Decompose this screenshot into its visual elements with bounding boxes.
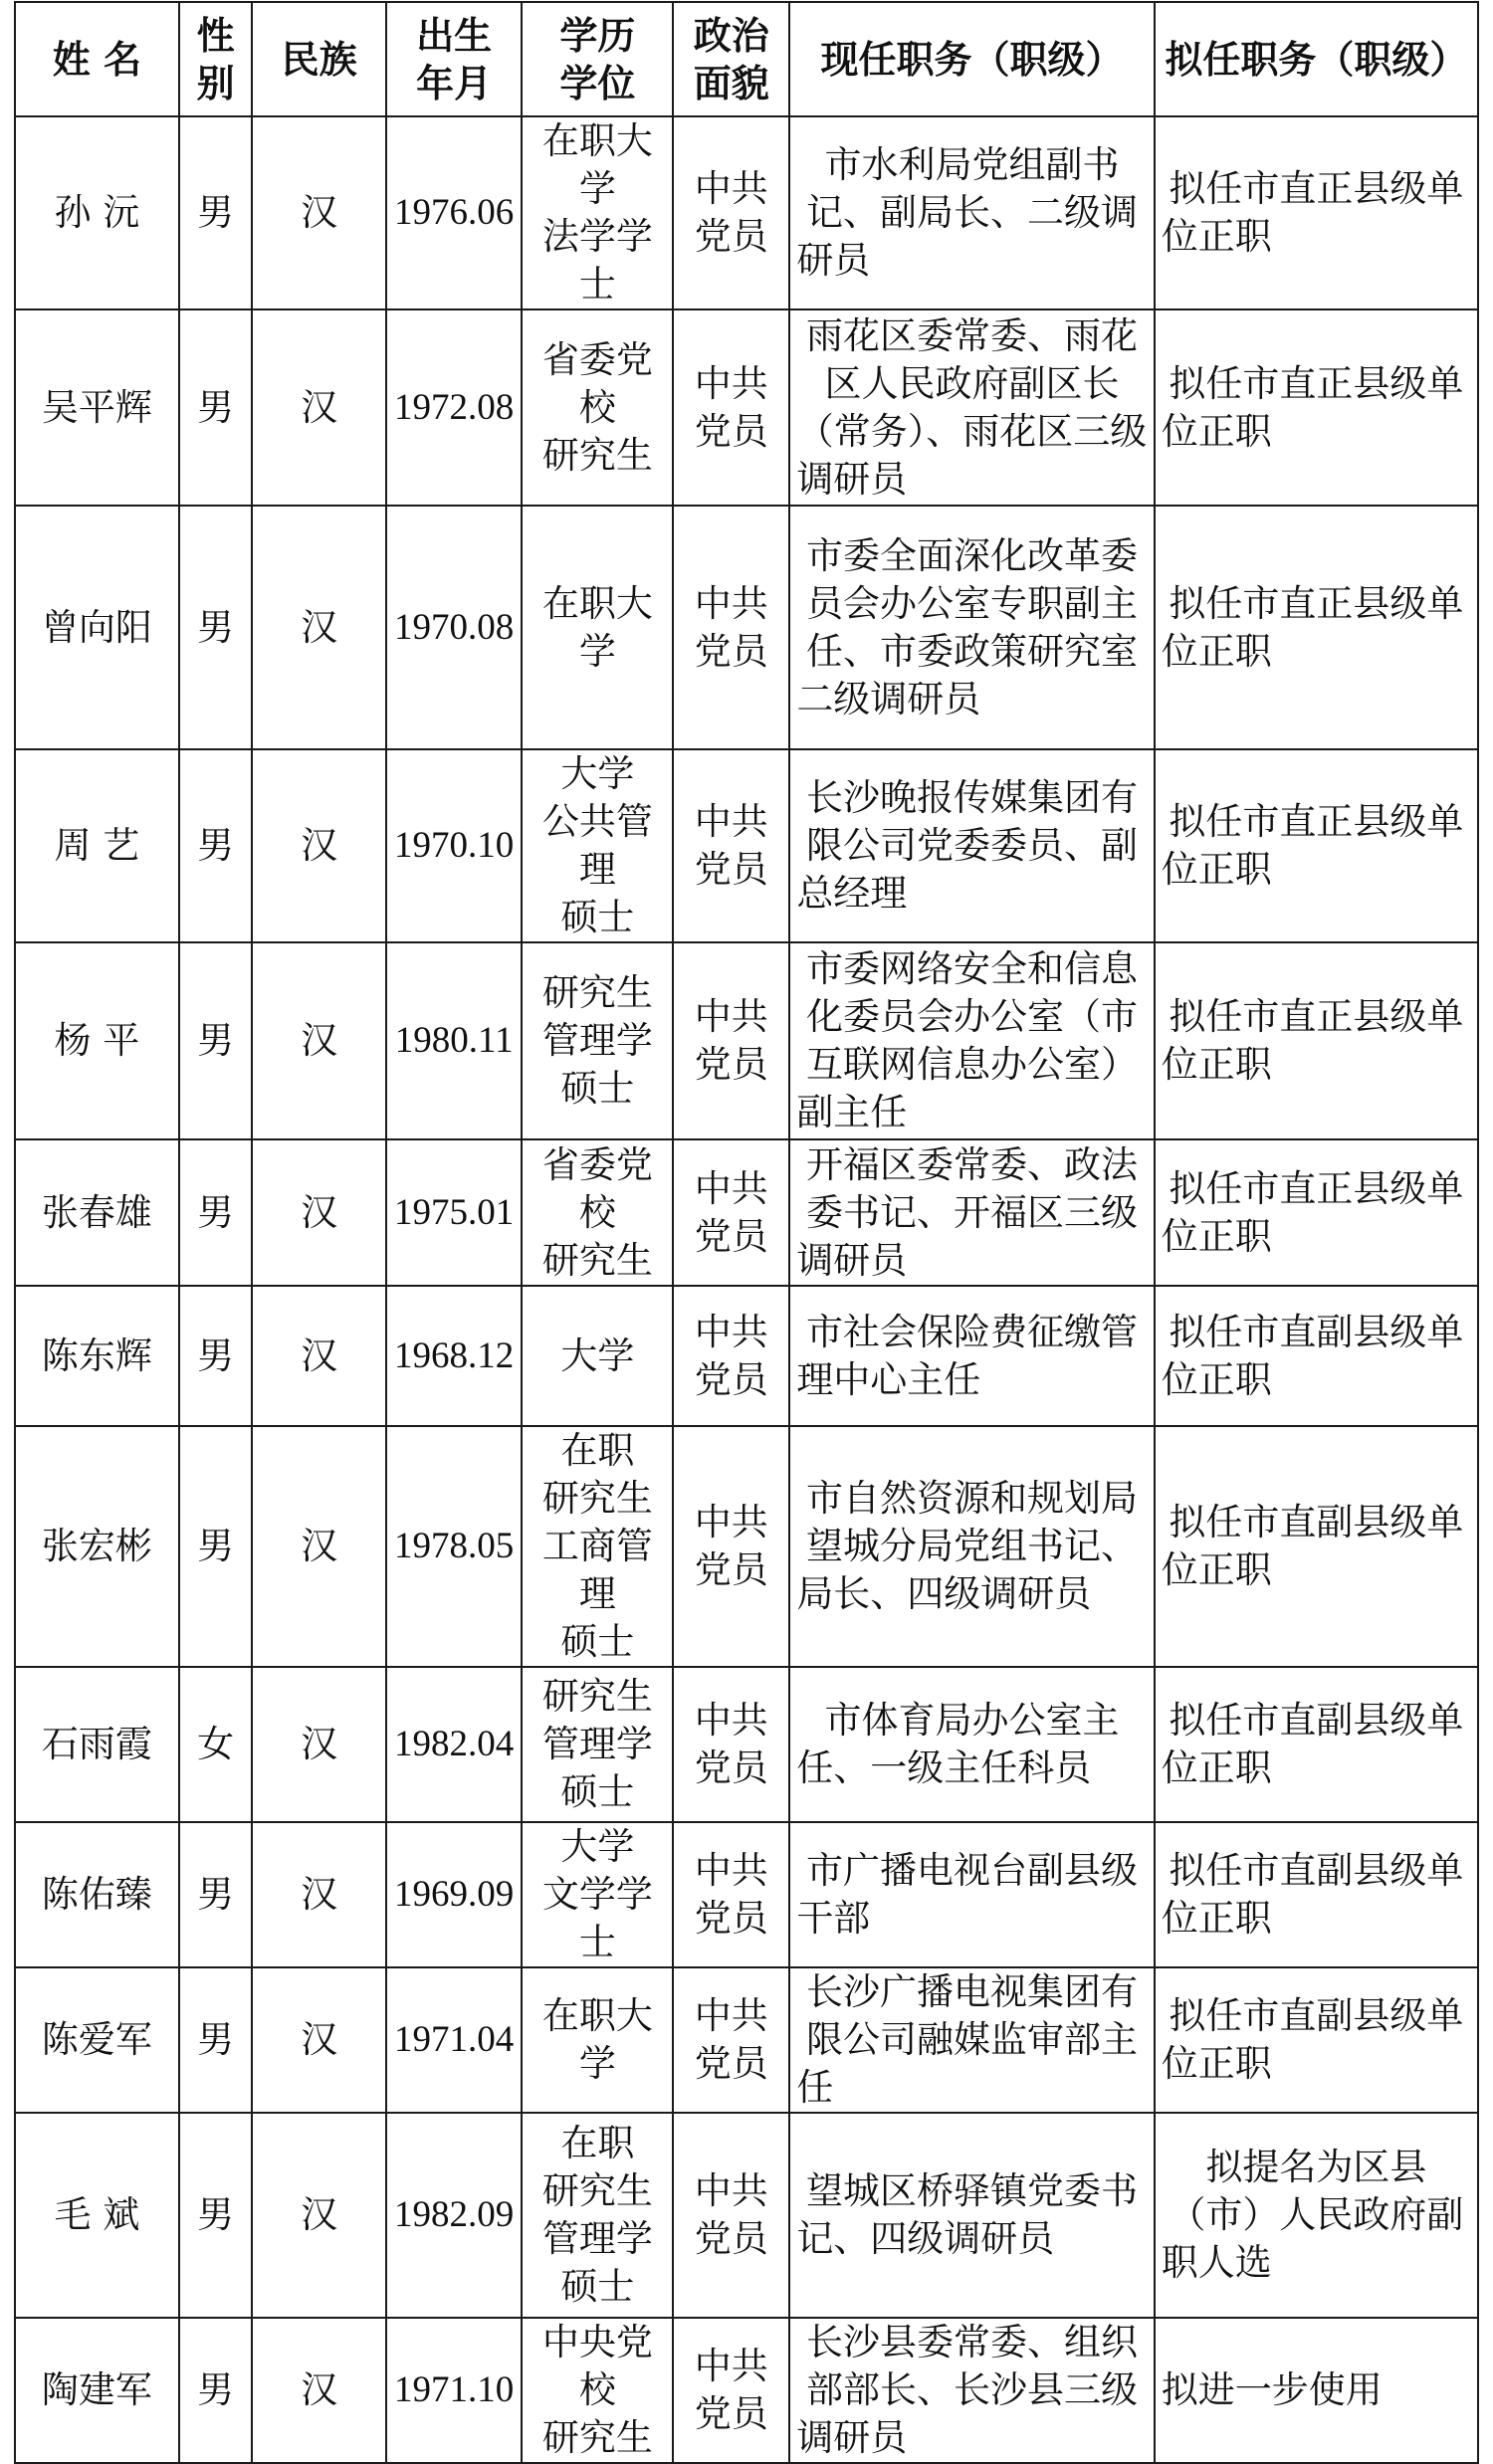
table-row (15, 2113, 1478, 2318)
cell-birth: 1970.08 (386, 506, 523, 749)
cell-proposed-position: 拟任市直正县级单位正职 (1155, 749, 1478, 942)
cell-current-position: 市自然资源和规划局望城分局党组书记、局长、四级调研员 (789, 1426, 1154, 1667)
cell-current-position: 市水利局党组副书记、副局长、二级调研员 (789, 116, 1154, 309)
cell-birth: 1982.04 (386, 1667, 523, 1822)
political-status-line: 党员 (694, 1897, 768, 1940)
political-status-line: 中共 (694, 1310, 768, 1353)
cell-current-position: 雨花区委常委、雨花区人民政府副区长（常务）、雨花区三级调研员 (789, 309, 1154, 506)
cell-political-status (673, 1139, 789, 1286)
cell-name: 吴平辉 (15, 309, 179, 506)
cell-gender: 男 (179, 506, 253, 749)
table-row (15, 309, 1478, 506)
table-row (15, 116, 1478, 309)
roster-table-wrapper (14, 1, 1479, 2464)
cell-ethnicity: 汉 (252, 1667, 385, 1822)
cell-birth: 1982.09 (386, 2113, 523, 2318)
cell-political-status (673, 309, 789, 506)
education-line: 在职大学 (541, 119, 653, 210)
cell-education (522, 506, 673, 749)
political-status-line: 党员 (694, 1357, 768, 1401)
cell-birth: 1969.09 (386, 1822, 523, 1967)
cell-current-position: 望城区桥驿镇党委书记、四级调研员 (789, 2113, 1154, 2318)
cell-education (522, 1667, 673, 1822)
education-line: 法学学士 (541, 215, 653, 306)
header-birth (386, 2, 523, 116)
cell-current-position: 开福区委常委、政法委书记、开福区三级调研员 (789, 1139, 1154, 1286)
cell-gender: 男 (179, 309, 253, 506)
cell-proposed-position: 拟任市直副县级单位正职 (1155, 1667, 1478, 1822)
political-status-line: 党员 (694, 848, 768, 891)
education-line: 硕士 (560, 1067, 635, 1110)
education-line: 研究生 (541, 1238, 653, 1282)
cell-proposed-position: 拟任市直正县级单位正职 (1155, 116, 1478, 309)
cell-birth: 1976.06 (386, 116, 523, 309)
cell-education (522, 1822, 673, 1967)
political-status-line: 中共 (694, 1849, 768, 1892)
header-party-line1: 政治 (693, 12, 769, 58)
cell-name: 周 艺 (15, 749, 179, 942)
cell-birth: 1975.01 (386, 1139, 523, 1286)
header-row (15, 2, 1478, 116)
cell-gender: 男 (179, 1822, 253, 1967)
cell-proposed-position: 拟任市直正县级单位正职 (1155, 309, 1478, 506)
header-name: 姓 名 (15, 2, 179, 116)
cell-political-status (673, 1426, 789, 1667)
table-row (15, 1139, 1478, 1286)
cell-education (522, 2113, 673, 2318)
cell-name: 陈东辉 (15, 1286, 179, 1426)
education-line: 管理学 (541, 1723, 653, 1765)
cell-gender: 男 (179, 116, 253, 309)
education-line: 公共管理 (541, 800, 653, 891)
political-status-line: 中共 (694, 1699, 768, 1742)
education-line: 大学 (560, 1334, 635, 1377)
cell-education (522, 1967, 673, 2113)
cell-ethnicity: 汉 (252, 1286, 385, 1426)
cell-political-status (673, 116, 789, 309)
political-status-line: 党员 (694, 1043, 768, 1086)
education-line: 研究生 (541, 1675, 653, 1718)
cell-education (522, 116, 673, 309)
cell-ethnicity: 汉 (252, 2113, 385, 2318)
cell-birth: 1978.05 (386, 1426, 523, 1667)
education-line: 文学学士 (541, 1873, 653, 1963)
education-line: 硕士 (560, 1770, 635, 1813)
header-political-status (673, 2, 789, 116)
cell-name: 张宏彬 (15, 1426, 179, 1667)
political-status-line: 党员 (694, 1548, 768, 1591)
political-status-line: 中共 (694, 2169, 768, 2212)
political-status-line: 党员 (694, 215, 768, 258)
education-line: 硕士 (560, 2265, 635, 2308)
political-status-line: 中共 (694, 1166, 768, 1210)
education-line: 研究生 (541, 433, 653, 477)
cell-birth: 1970.10 (386, 749, 523, 942)
education-line: 在职 (560, 2122, 635, 2164)
cadre-roster-table (14, 1, 1479, 2464)
cell-education (522, 1139, 673, 1286)
cell-ethnicity: 汉 (252, 1426, 385, 1667)
cell-name: 曾向阳 (15, 506, 179, 749)
cell-education (522, 1426, 673, 1667)
political-status-line: 党员 (694, 2392, 768, 2435)
cell-name: 孙 沅 (15, 116, 179, 309)
cell-name: 张春雄 (15, 1139, 179, 1286)
cell-education (522, 2318, 673, 2463)
table-row (15, 1667, 1478, 1822)
education-line: 在职大学 (541, 581, 653, 673)
cell-ethnicity: 汉 (252, 506, 385, 749)
header-current-position: 现任职务（职级） (789, 2, 1154, 116)
cell-birth: 1971.04 (386, 1967, 523, 2113)
education-line: 大学 (560, 752, 635, 795)
education-line: 工商管理 (541, 1525, 653, 1615)
education-line: 中央党校 (541, 2321, 653, 2411)
cell-name: 陶建军 (15, 2318, 179, 2463)
cell-proposed-position: 拟提名为区县（市）人民政府副职人选 (1155, 2113, 1478, 2318)
political-status-line: 党员 (694, 2217, 768, 2260)
cell-ethnicity: 汉 (252, 2318, 385, 2463)
cell-birth: 1972.08 (386, 309, 523, 506)
cell-ethnicity: 汉 (252, 749, 385, 942)
table-row (15, 749, 1478, 942)
cell-current-position: 长沙广播电视集团有限公司融媒监审部主任 (789, 1967, 1154, 2113)
cell-political-status (673, 1967, 789, 2113)
cell-name: 陈爱军 (15, 1967, 179, 2113)
cell-current-position: 市委全面深化改革委员会办公室专职副主任、市委政策研究室二级调研员 (789, 506, 1154, 749)
cell-current-position: 长沙县委常委、组织部部长、长沙县三级调研员 (789, 2318, 1154, 2463)
education-line: 管理学 (541, 2217, 653, 2260)
table-row (15, 1822, 1478, 1967)
cell-education (522, 309, 673, 506)
cell-ethnicity: 汉 (252, 1822, 385, 1967)
cell-ethnicity: 汉 (252, 1967, 385, 2113)
cell-gender: 女 (179, 1667, 253, 1822)
education-line: 研究生 (541, 1477, 653, 1520)
political-status-line: 党员 (694, 1214, 768, 1258)
table-row (15, 2318, 1478, 2463)
political-status-line: 党员 (694, 2042, 768, 2085)
education-line: 管理学 (541, 1019, 653, 1062)
header-education-line1: 学历 (559, 12, 636, 58)
cell-gender: 男 (179, 1426, 253, 1667)
education-line: 研究生 (541, 971, 653, 1014)
table-row (15, 506, 1478, 749)
cell-political-status (673, 1667, 789, 1822)
cell-proposed-position: 拟任市直正县级单位正职 (1155, 1139, 1478, 1286)
political-status-line: 党员 (694, 409, 768, 453)
cell-gender: 男 (179, 2113, 253, 2318)
cell-proposed-position: 拟任市直正县级单位正职 (1155, 506, 1478, 749)
cell-gender: 男 (179, 749, 253, 942)
cell-education (522, 749, 673, 942)
cell-political-status (673, 2113, 789, 2318)
education-line: 研究生 (541, 2169, 653, 2212)
cell-proposed-position: 拟任市直副县级单位正职 (1155, 1286, 1478, 1426)
cell-gender: 男 (179, 1967, 253, 2113)
cell-political-status (673, 1286, 789, 1426)
cell-ethnicity: 汉 (252, 116, 385, 309)
cell-education (522, 1286, 673, 1426)
cell-current-position: 市社会保险费征缴管理中心主任 (789, 1286, 1154, 1426)
header-party-line2: 面貌 (693, 60, 769, 105)
cell-name: 陈佑臻 (15, 1822, 179, 1967)
education-line: 硕士 (560, 1620, 635, 1663)
political-status-line: 中共 (694, 167, 768, 210)
cell-name: 石雨霞 (15, 1667, 179, 1822)
political-status-line: 中共 (694, 1501, 768, 1543)
political-status-line: 中共 (694, 800, 768, 843)
cell-current-position: 市体育局办公室主任、一级主任科员 (789, 1667, 1154, 1822)
education-line: 省委党校 (541, 337, 653, 429)
cell-proposed-position: 拟进一步使用 (1155, 2318, 1478, 2463)
cell-gender: 男 (179, 942, 253, 1139)
header-gender: 性别 (179, 2, 253, 116)
political-status-line: 中共 (694, 581, 768, 625)
education-line: 研究生 (541, 2416, 653, 2459)
education-line: 在职 (560, 1429, 635, 1472)
education-line: 在职大学 (541, 1994, 653, 2085)
cell-proposed-position: 拟任市直正县级单位正职 (1155, 942, 1478, 1139)
cell-political-status (673, 506, 789, 749)
cell-birth: 1980.11 (386, 942, 523, 1139)
cell-education (522, 942, 673, 1139)
table-row (15, 1967, 1478, 2113)
cell-gender: 男 (179, 1286, 253, 1426)
header-birth-line1: 出生 (416, 12, 493, 58)
cell-current-position: 市委网络安全和信息化委员会办公室（市互联网信息办公室）副主任 (789, 942, 1154, 1139)
political-status-line: 党员 (694, 1746, 768, 1789)
cell-political-status (673, 1822, 789, 1967)
education-line: 硕士 (560, 896, 635, 938)
cell-gender: 男 (179, 1139, 253, 1286)
cell-political-status (673, 942, 789, 1139)
header-proposed-position: 拟任职务（职级） (1155, 2, 1478, 116)
education-line: 省委党校 (541, 1142, 653, 1234)
political-status-line: 中共 (694, 995, 768, 1038)
education-line: 大学 (560, 1825, 635, 1868)
table-row (15, 1286, 1478, 1426)
cell-current-position: 市广播电视台副县级干部 (789, 1822, 1154, 1967)
cell-ethnicity: 汉 (252, 1139, 385, 1286)
header-education (522, 2, 673, 116)
cell-birth: 1971.10 (386, 2318, 523, 2463)
cell-proposed-position: 拟任市直副县级单位正职 (1155, 1426, 1478, 1667)
cell-political-status (673, 749, 789, 942)
header-birth-line2: 年月 (416, 60, 493, 105)
cell-ethnicity: 汉 (252, 942, 385, 1139)
table-row (15, 942, 1478, 1139)
political-status-line: 中共 (694, 1994, 768, 2037)
cell-gender: 男 (179, 2318, 253, 2463)
cell-ethnicity: 汉 (252, 309, 385, 506)
cell-current-position: 长沙晚报传媒集团有限公司党委委员、副总经理 (789, 749, 1154, 942)
roster-body (15, 116, 1478, 2463)
cell-proposed-position: 拟任市直副县级单位正职 (1155, 1967, 1478, 2113)
political-status-line: 中共 (694, 361, 768, 405)
header-ethnicity: 民族 (252, 2, 385, 116)
header-education-line2: 学位 (559, 60, 636, 105)
cell-name: 毛 斌 (15, 2113, 179, 2318)
cell-political-status (673, 2318, 789, 2463)
cell-proposed-position: 拟任市直副县级单位正职 (1155, 1822, 1478, 1967)
political-status-line: 党员 (694, 629, 768, 673)
cell-birth: 1968.12 (386, 1286, 523, 1426)
cell-name: 杨 平 (15, 942, 179, 1139)
political-status-line: 中共 (694, 2345, 768, 2387)
table-row (15, 1426, 1478, 1667)
